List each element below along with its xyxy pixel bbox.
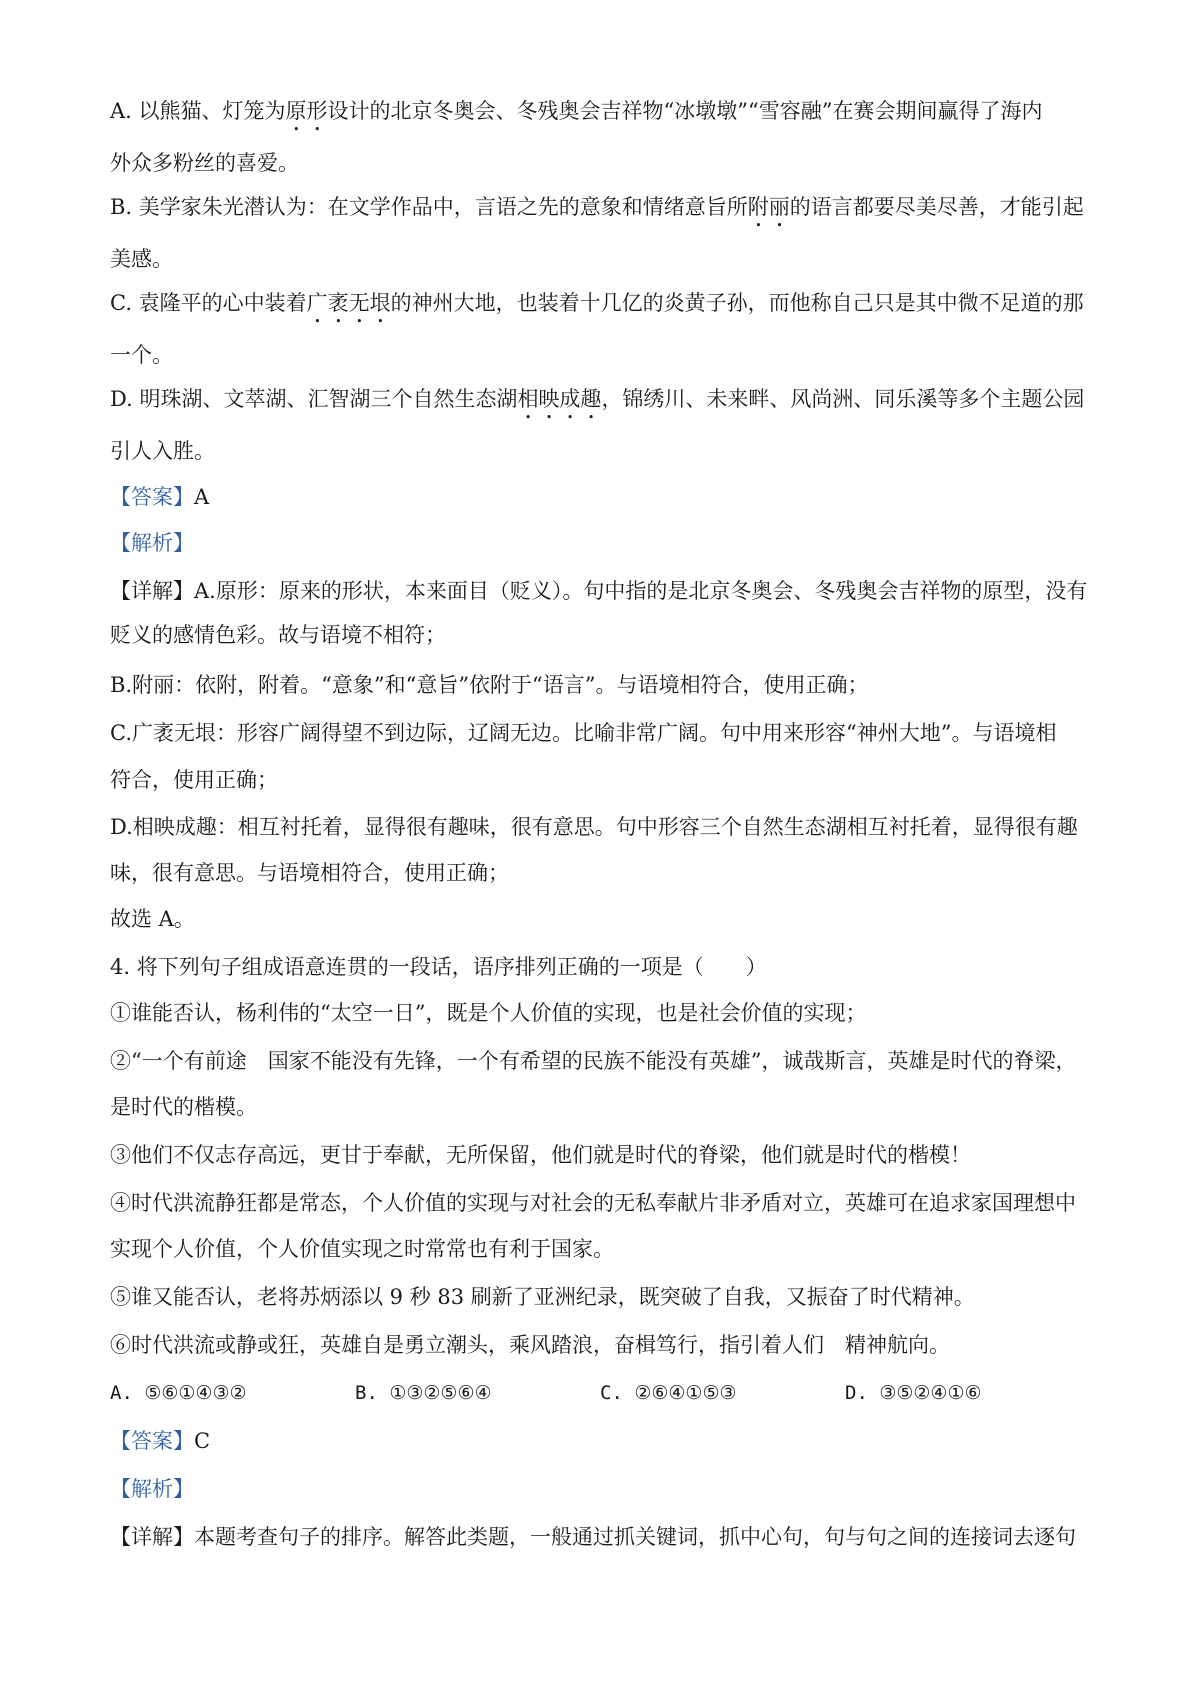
detail-line: 味，很有意思。与语境相符合，使用正确； — [110, 861, 509, 885]
detail-tag: 【详解】 — [110, 1525, 194, 1549]
analysis-tag: 【解析】 — [110, 1477, 194, 1501]
answer-value: A — [194, 485, 210, 509]
detail-line: 【详解】本题考查句子的排序。解答此类题，一般通过抓关键词，抓中心句，句与句之间的连接词去逐句 — [110, 1525, 1076, 1549]
analysis-tag: 【解析】 — [110, 531, 194, 555]
option-c: C. 袁隆平的心中装着广袤无垠的神州大地，也装着十几亿的炎黄子孙，而他称自己只是其中微不足道的那 — [110, 291, 1084, 315]
option-a: A. ⑤⑥①④③② — [110, 1382, 247, 1404]
emphasized-word: 附丽 — [747, 195, 790, 219]
option-d: D. ③⑤②④①⑥ — [845, 1382, 982, 1404]
detail-line: B.附丽：依附，附着。“意象”和“意旨”依附于“语言”。与语境相符合，使用正确； — [110, 673, 869, 697]
option-d: D. 明珠湖、文萃湖、汇智湖三个自然生态湖相映成趣，锦绣川、未来畔、风尚洲、同乐溪等多个主题公园 — [110, 387, 1085, 411]
answer-options — [110, 1378, 1110, 1408]
emphasized-word: 相映成趣 — [517, 387, 602, 411]
option-b: B. ①③②⑤⑥④ — [355, 1382, 492, 1404]
answer-tag: 【答案】 — [110, 1429, 194, 1453]
question-stem: 4. 将下列句子组成语意连贯的一段话，语序排列正确的一项是（ ） — [110, 955, 767, 979]
detail-line: D.相映成趣：相互衬托着，显得很有趣味，很有意思。句中形容三个自然生态湖相互衬托着，显得很有趣 — [110, 815, 1078, 839]
option-a-cont: 外众多粉丝的喜爱。 — [110, 151, 299, 175]
detail-line: 贬义的感情色彩。故与语境不相符； — [110, 623, 446, 647]
emphasized-word: 原形 — [285, 99, 328, 123]
sentence-6: ⑥时代洪流或静或狂，英雄自是勇立潮头，乘风踏浪，奋楫笃行，指引着人们 精神航向。 — [110, 1333, 950, 1357]
option-b: B. 美学家朱光潜认为：在文学作品中，言语之先的意象和情绪意旨所附丽的语言都要尽美尽善，才能引起 — [110, 195, 1084, 219]
option-c: C. ②⑥④①⑤③ — [600, 1382, 737, 1404]
detail-line: 符合，使用正确； — [110, 768, 278, 792]
detail-tag: 【详解】 — [110, 579, 194, 603]
answer-value: C — [194, 1429, 211, 1453]
detail-line: C.广袤无垠：形容广阔得望不到边际，辽阔无边。比喻非常广阔。句中用来形容“神州大地”。与语境相 — [110, 721, 1057, 745]
sentence-4-cont: 实现个人价值，个人价值实现之时常常也有利于国家。 — [110, 1237, 614, 1261]
option-d-cont: 引人入胜。 — [110, 439, 215, 463]
sentence-5: ⑤谁又能否认，老将苏炳添以 9 秒 83 刷新了亚洲纪录，既突破了自我，又振奋了时代精神。 — [110, 1285, 975, 1309]
emphasized-word: 广袤无垠 — [306, 291, 391, 315]
option-b-cont: 美感。 — [110, 247, 173, 271]
sentence-3: ③他们不仅志存高远，更甘于奉献，无所保留，他们就是时代的脊梁，他们就是时代的楷模！ — [110, 1143, 971, 1167]
answer-line — [110, 1426, 1110, 1456]
sentence-2-cont: 是时代的楷模。 — [110, 1095, 257, 1119]
sentence-2: ②“一个有前途 国家不能没有先锋，一个有希望的民族不能没有英雄”，诚哉斯言，英雄是时代的脊梁， — [110, 1049, 1077, 1073]
sentence-4: ④时代洪流静狂都是常态，个人价值的实现与对社会的无私奉献片非矛盾对立，英雄可在追求家国理想中 — [110, 1191, 1076, 1215]
option-a: A. 以熊猫、灯笼为原形设计的北京冬奥会、冬残奥会吉祥物“冰墩墩”“雪容融”在赛会期间赢得了海内 — [110, 99, 1043, 123]
detail-line: 【详解】A.原形：原来的形状，本来面目（贬义）。句中指的是北京冬奥会、冬残奥会吉祥物的原型，没有 — [110, 579, 1088, 603]
detail-line: 故选 A。 — [110, 907, 195, 931]
answer-line — [110, 482, 1110, 512]
answer-tag: 【答案】 — [110, 485, 194, 509]
option-c-cont: 一个。 — [110, 343, 173, 367]
sentence-1: ①谁能否认，杨利伟的“太空一日”，既是个人价值的实现，也是社会价值的实现； — [110, 1001, 867, 1025]
